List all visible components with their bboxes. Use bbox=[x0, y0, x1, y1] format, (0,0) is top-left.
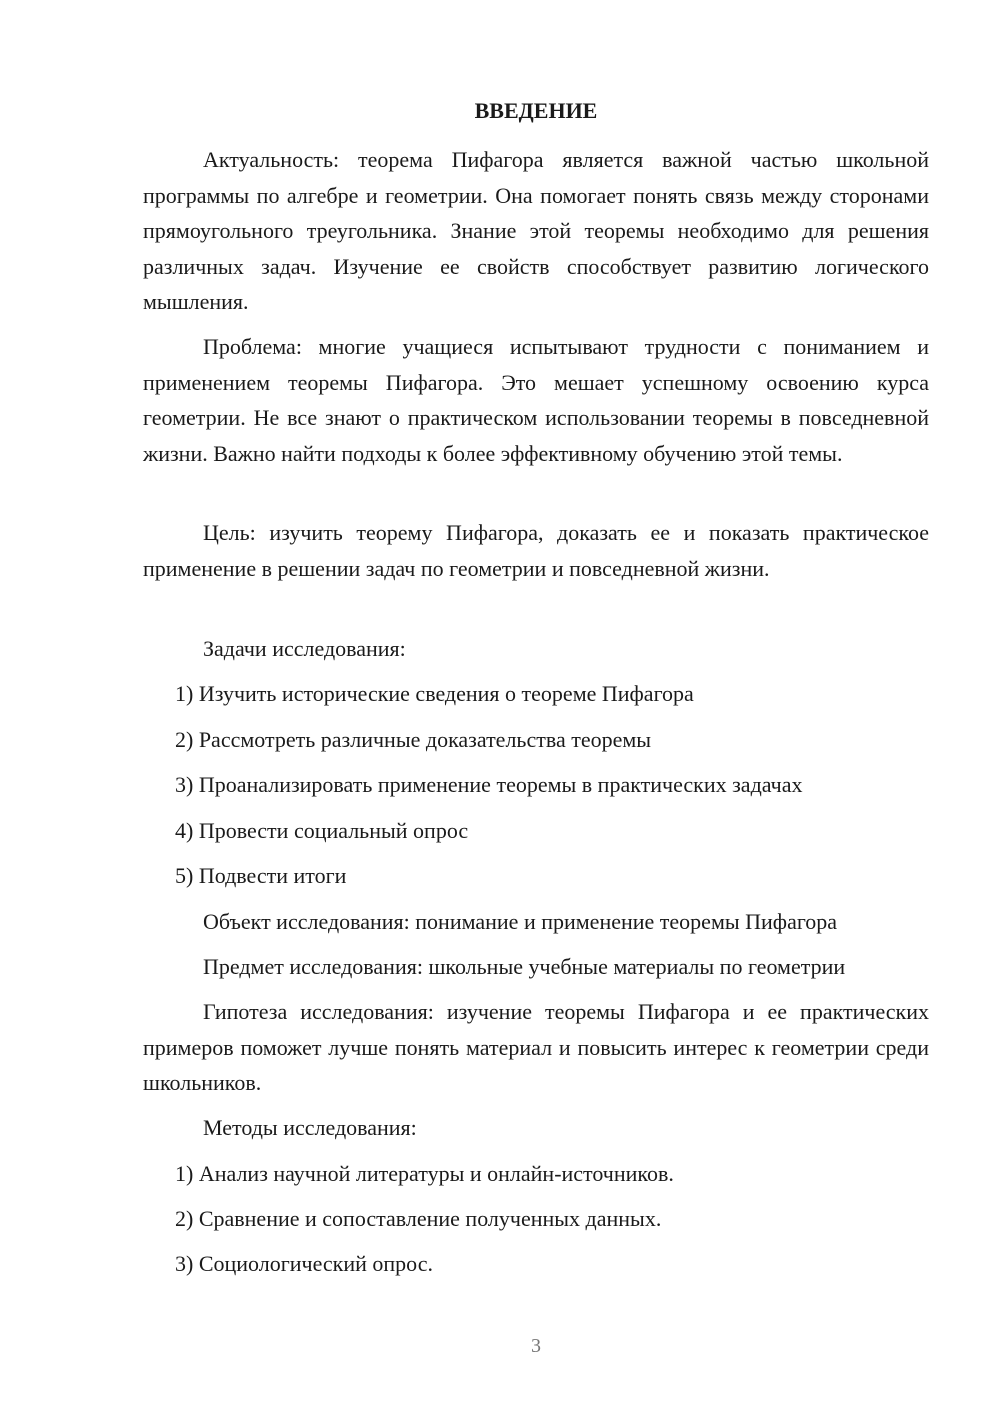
section-heading: ВВЕДЕНИЕ bbox=[474, 98, 598, 123]
hypothesis-paragraph: Гипотеза исследования: изучение теоремы Пифагора и ее практических примеров поможет лучше понять материал и повысить интерес к геометрии среди школьников. bbox=[143, 999, 929, 1095]
task-item: 1) Изучить исторические сведения о теореме Пифагора bbox=[175, 681, 694, 706]
research-object: Объект исследования: понимание и применение теоремы Пифагора bbox=[203, 909, 838, 934]
task-item: 4) Провести социальный опрос bbox=[175, 818, 469, 843]
document-page bbox=[143, 0, 929, 1414]
task-item: 5) Подвести итоги bbox=[175, 863, 347, 888]
method-item: 3) Социологический опрос. bbox=[175, 1251, 433, 1276]
tasks-title: Задачи исследования: bbox=[203, 636, 406, 661]
research-subject: Предмет исследования: школьные учебные материалы по геометрии bbox=[203, 954, 846, 979]
task-item: 3) Проанализировать применение теоремы в практических задачах bbox=[175, 772, 803, 797]
goal-paragraph: Цель: изучить теорему Пифагора, доказать ее и показать практическое применение в решении задач по геометрии и повседневной жизни. bbox=[143, 520, 929, 581]
problem-paragraph: Проблема: многие учащиеся испытывают трудности с пониманием и применением теоремы Пифагора. Это мешает успешному освоению курса геометрии. Не все знают о практическом использовании теоремы в повседневной жизни. Важно найти подходы к более эффективному обучению этой темы. bbox=[143, 334, 929, 466]
methods-title: Методы исследования: bbox=[203, 1115, 417, 1140]
method-item: 2) Сравнение и сопоставление полученных данных. bbox=[175, 1206, 662, 1231]
relevance-paragraph: Актуальность: теорема Пифагора является важной частью школьной программы по алгебре и геометрии. Она помогает понять связь между сторонами прямоугольного треугольника. Знание этой теоремы необходимо для решения различных задач. Изучение ее свойств способствует развитию логического мышления. bbox=[143, 147, 929, 314]
task-item: 2) Рассмотреть различные доказательства теоремы bbox=[175, 727, 652, 752]
method-item: 1) Анализ научной литературы и онлайн-источников. bbox=[175, 1161, 674, 1186]
page-number: 3 bbox=[531, 1335, 541, 1357]
